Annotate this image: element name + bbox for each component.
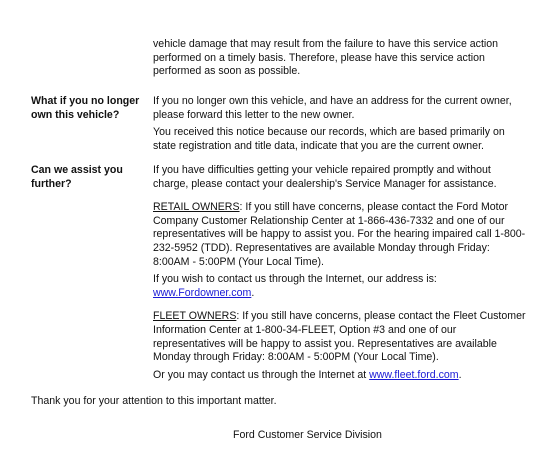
fleet-ford-link[interactable]: www.fleet.ford.com: [369, 368, 459, 381]
retail-owners-paragraph: [153, 201, 528, 269]
internet-paragraph: [153, 273, 528, 300]
intro-text: vehicle damage that may result from the failure to have this service action performed on a timely basis. Therefore, please have this service action performed as soon as possible.: [153, 38, 499, 78]
fleet-owners-text: : If you still have concerns, please contact the Fleet Customer Information Center at 1-800-34-FLEET, Option #3 and one of our representatives will be happy to assist you. Representatives are available Monday through Friday: 8:00AM - 5:00PM (Your Local Time).: [153, 310, 526, 364]
question-assist: Can we assist you further?: [31, 164, 123, 190]
assist-para-1: If you have difficulties getting your vehicle repaired promptly and without charge, please contact your dealership's Service Manager for assistance.: [153, 164, 497, 190]
retail-owners-label: RETAIL OWNERS: [153, 201, 240, 214]
no-longer-own-para-1: If you no longer own this vehicle, and have an address for the current owner, please forward this letter to the new owner.: [153, 95, 512, 121]
fleet-internet-paragraph: [153, 369, 528, 383]
thank-you-text: Thank you for your attention to this important matter.: [31, 395, 277, 407]
internet-text: If you wish to contact us through the Internet, our address is:: [153, 273, 437, 286]
fleet-owners-paragraph: [153, 310, 528, 364]
retail-owners-text: : If you still have concerns, please contact the Ford Motor Company Customer Relationship Center at 1-866-436-7332 and one of our representatives will be happy to assist you. For the hearing impaired call 1-800-232-5952 (TDD). Representatives are available Monday through Friday: 8:00AM - 5:00PM (Your Local Time).: [153, 201, 526, 268]
answer-no-longer-own: [153, 95, 528, 153]
fordowner-link[interactable]: www.Fordowner.com: [153, 286, 252, 299]
question-no-longer-own: What if you no longer own this vehicle?: [31, 95, 140, 121]
intro-paragraph: [153, 38, 528, 79]
fleet-owners-label: FLEET OWNERS: [153, 310, 237, 323]
answer-assist: [153, 164, 528, 382]
fleet-internet-end: .: [458, 368, 462, 381]
signoff-text: Ford Customer Service Division: [233, 429, 382, 441]
no-longer-own-para-2: You received this notice because our records, which are based primarily on state registration and title data, indicate that you are the current owner.: [153, 126, 505, 152]
internet-end: .: [251, 286, 255, 299]
fleet-internet-text: Or you may contact us through the Internet at: [153, 368, 370, 381]
